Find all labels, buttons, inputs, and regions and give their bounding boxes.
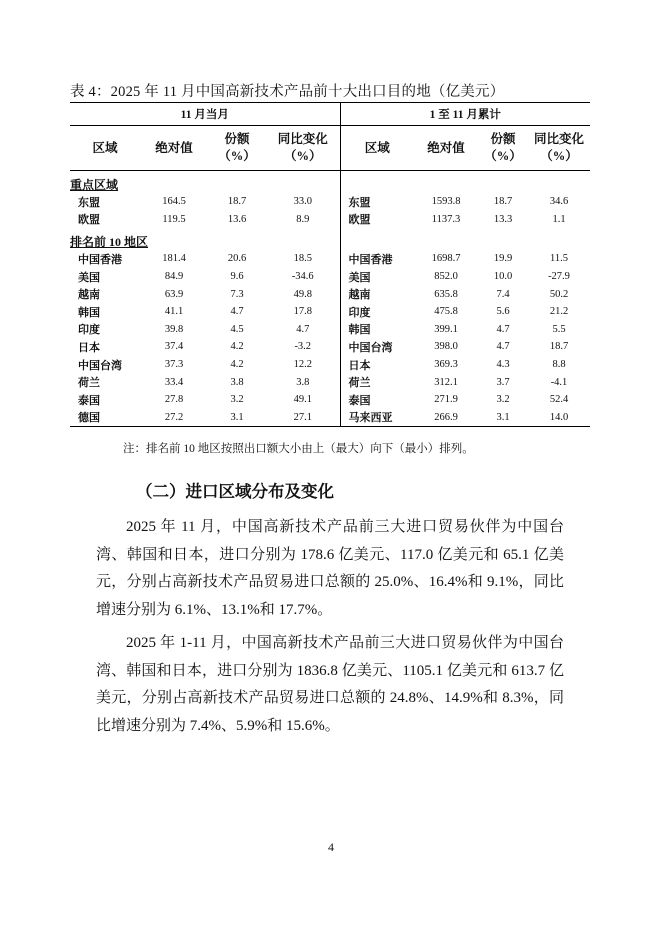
section-top10: 排名前 10 地区 <box>70 228 340 250</box>
region-cell: 越南 <box>78 289 100 302</box>
paragraph-november: 2025 年 11 月，中国高新技术产品前三大进口贸易伙伴为中国台湾、韩国和日本，进口分别为 178.6 亿美元、117.0 亿美元和 65.1 亿美元，分别占高新技术产品贸易进口总额的 25.0%、16.4%和 9.1%，同比增速分别为 6.1%、13.1%和 17.7%。 <box>96 519 564 618</box>
value-cell: 5.6 <box>496 306 510 318</box>
region-cell: 荷兰 <box>348 377 371 390</box>
value-cell: 635.8 <box>434 288 458 300</box>
col-yoy-cum: 同比变化 （%） <box>528 126 590 171</box>
value-cell: 11.5 <box>550 253 568 265</box>
table-note: 注：排名前 10 地区按照出口额大小由上（最大）向下（最小）排列。 <box>123 443 474 455</box>
value-cell: 12.2 <box>266 356 340 374</box>
region-cell: 东盟 <box>78 196 100 209</box>
table-row <box>70 409 590 427</box>
col-share: 份额 （%） <box>208 126 266 171</box>
region-cell: 东盟 <box>348 196 371 209</box>
value-cell: 852.0 <box>434 271 458 283</box>
export-destinations-table <box>70 102 590 427</box>
value-cell: 49.8 <box>266 285 340 303</box>
value-cell: 4.3 <box>496 359 510 371</box>
value-cell: 18.7 <box>493 196 513 208</box>
value-cell: 20.6 <box>227 253 247 265</box>
value-cell: 4.7 <box>496 323 510 335</box>
value-cell: 399.1 <box>434 323 458 335</box>
value-cell: 475.8 <box>434 306 458 318</box>
col-region: 区域 <box>70 126 140 171</box>
region-cell: 德国 <box>70 409 140 427</box>
value-cell: 3.1 <box>208 409 266 427</box>
value-cell: 27.2 <box>140 409 208 427</box>
value-cell: 37.3 <box>164 359 184 371</box>
table-row <box>70 338 590 356</box>
region-cell: 日本 <box>348 359 371 372</box>
value-cell: 4.2 <box>230 341 244 353</box>
value-cell: -27.9 <box>548 271 570 283</box>
col-share-cum: 份额 （%） <box>478 126 528 171</box>
value-cell: 181.4 <box>162 253 186 265</box>
value-cell: 266.9 <box>414 409 478 427</box>
region-cell: 泰国 <box>348 394 371 407</box>
col-abs: 绝对值 <box>140 126 208 171</box>
value-cell: 49.1 <box>266 391 340 409</box>
group-header-cumulative: 1 至 11 月累计 <box>340 103 590 126</box>
value-cell: 19.9 <box>493 253 513 265</box>
value-cell: 33.0 <box>266 193 340 211</box>
region-cell: 中国香港 <box>78 253 122 266</box>
value-cell: 3.7 <box>496 376 510 388</box>
region-cell: 欧盟 <box>78 214 100 227</box>
table-caption: 表 4：2025 年 11 月中国高新技术产品前十大出口目的地（亿美元） <box>70 84 505 100</box>
region-cell: 日本 <box>78 341 100 354</box>
table-row <box>70 193 590 211</box>
value-cell: 10.0 <box>493 271 513 283</box>
value-cell: 3.8 <box>266 373 340 391</box>
col-yoy: 同比变化 （%） <box>266 126 340 171</box>
region-cell: 印度 <box>348 306 371 319</box>
value-cell: 63.9 <box>164 288 184 300</box>
table-row <box>70 303 590 321</box>
table-row <box>70 391 590 409</box>
value-cell: 4.7 <box>496 341 510 353</box>
group-header-month: 11 月当月 <box>70 103 340 126</box>
value-cell: 18.5 <box>266 250 340 268</box>
region-cell: 马来西亚 <box>340 409 414 427</box>
value-cell: 4.5 <box>230 323 244 335</box>
value-cell: 8.8 <box>552 359 566 371</box>
value-cell: 4.7 <box>266 321 340 339</box>
region-cell: 美国 <box>348 271 371 284</box>
value-cell: 41.1 <box>164 306 184 318</box>
region-cell: 越南 <box>348 289 371 302</box>
value-cell: 7.3 <box>230 288 244 300</box>
region-cell: 中国香港 <box>348 253 393 266</box>
value-cell: 1137.3 <box>431 213 461 225</box>
value-cell: 9.6 <box>230 271 244 283</box>
value-cell: 5.5 <box>552 323 566 335</box>
table-row <box>70 373 590 391</box>
region-cell: 泰国 <box>78 394 100 407</box>
col-abs-cum: 绝对值 <box>414 126 478 171</box>
value-cell: -3.2 <box>266 338 340 356</box>
value-cell: 13.3 <box>493 213 513 225</box>
value-cell: 13.6 <box>227 213 247 225</box>
value-cell: 1.1 <box>552 213 566 225</box>
value-cell: 52.4 <box>549 394 569 406</box>
value-cell: 33.4 <box>164 376 184 388</box>
value-cell: 3.8 <box>230 376 244 388</box>
section-heading: （二）进口区域分布及变化 <box>136 482 334 501</box>
value-cell: 4.7 <box>230 306 244 318</box>
value-cell: 17.8 <box>266 303 340 321</box>
value-cell: 3.1 <box>478 409 528 427</box>
table-row <box>70 250 590 268</box>
section-key-regions: 重点区域 <box>70 171 340 194</box>
value-cell: 119.5 <box>162 213 186 225</box>
value-cell: 1593.8 <box>431 196 461 208</box>
value-cell: 18.7 <box>549 341 569 353</box>
region-cell: 荷兰 <box>78 377 100 390</box>
value-cell: 312.1 <box>434 376 458 388</box>
value-cell: 34.6 <box>549 196 569 208</box>
table-row <box>70 285 590 303</box>
region-cell: 韩国 <box>78 306 100 319</box>
value-cell: 3.2 <box>230 394 244 406</box>
value-cell: -4.1 <box>550 376 568 388</box>
region-cell: 欧盟 <box>348 214 371 227</box>
value-cell: 50.2 <box>549 288 569 300</box>
value-cell: 18.7 <box>227 196 247 208</box>
value-cell: 84.9 <box>164 271 184 283</box>
value-cell: 3.2 <box>496 394 510 406</box>
table-row <box>70 211 590 229</box>
region-cell: 中国台湾 <box>348 341 393 354</box>
value-cell: 27.8 <box>164 394 184 406</box>
region-cell: 印度 <box>78 324 100 337</box>
value-cell: 164.5 <box>162 196 186 208</box>
region-cell: 美国 <box>78 271 100 284</box>
table-row <box>70 268 590 286</box>
value-cell: 14.0 <box>528 409 590 427</box>
region-cell: 韩国 <box>348 324 371 337</box>
value-cell: 4.2 <box>230 359 244 371</box>
value-cell: 7.4 <box>496 288 510 300</box>
value-cell: 369.3 <box>434 359 458 371</box>
value-cell: 27.1 <box>266 409 340 427</box>
col-region-cum: 区域 <box>340 126 414 171</box>
value-cell: 37.4 <box>164 341 184 353</box>
paragraph-jan-nov: 2025 年 1-11 月，中国高新技术产品前三大进口贸易伙伴为中国台湾、韩国和日本，进口分别为 1836.8 亿美元、1105.1 亿美元和 613.7 亿美元，分别占高新技术产品贸易进口总额的 24.8%、14.9%和 8.3%，同比增速分别为 7.4%、5.9%和 15.6%。 <box>96 635 564 734</box>
value-cell: -34.6 <box>266 268 340 286</box>
value-cell: 21.2 <box>549 306 569 318</box>
value-cell: 398.0 <box>434 341 458 353</box>
page-number: 4 <box>328 840 334 854</box>
value-cell: 1698.7 <box>431 253 461 265</box>
value-cell: 271.9 <box>434 394 458 406</box>
value-cell: 8.9 <box>266 211 340 229</box>
value-cell: 39.8 <box>164 323 184 335</box>
region-cell: 中国台湾 <box>78 359 122 372</box>
table-row <box>70 356 590 374</box>
table-row <box>70 321 590 339</box>
